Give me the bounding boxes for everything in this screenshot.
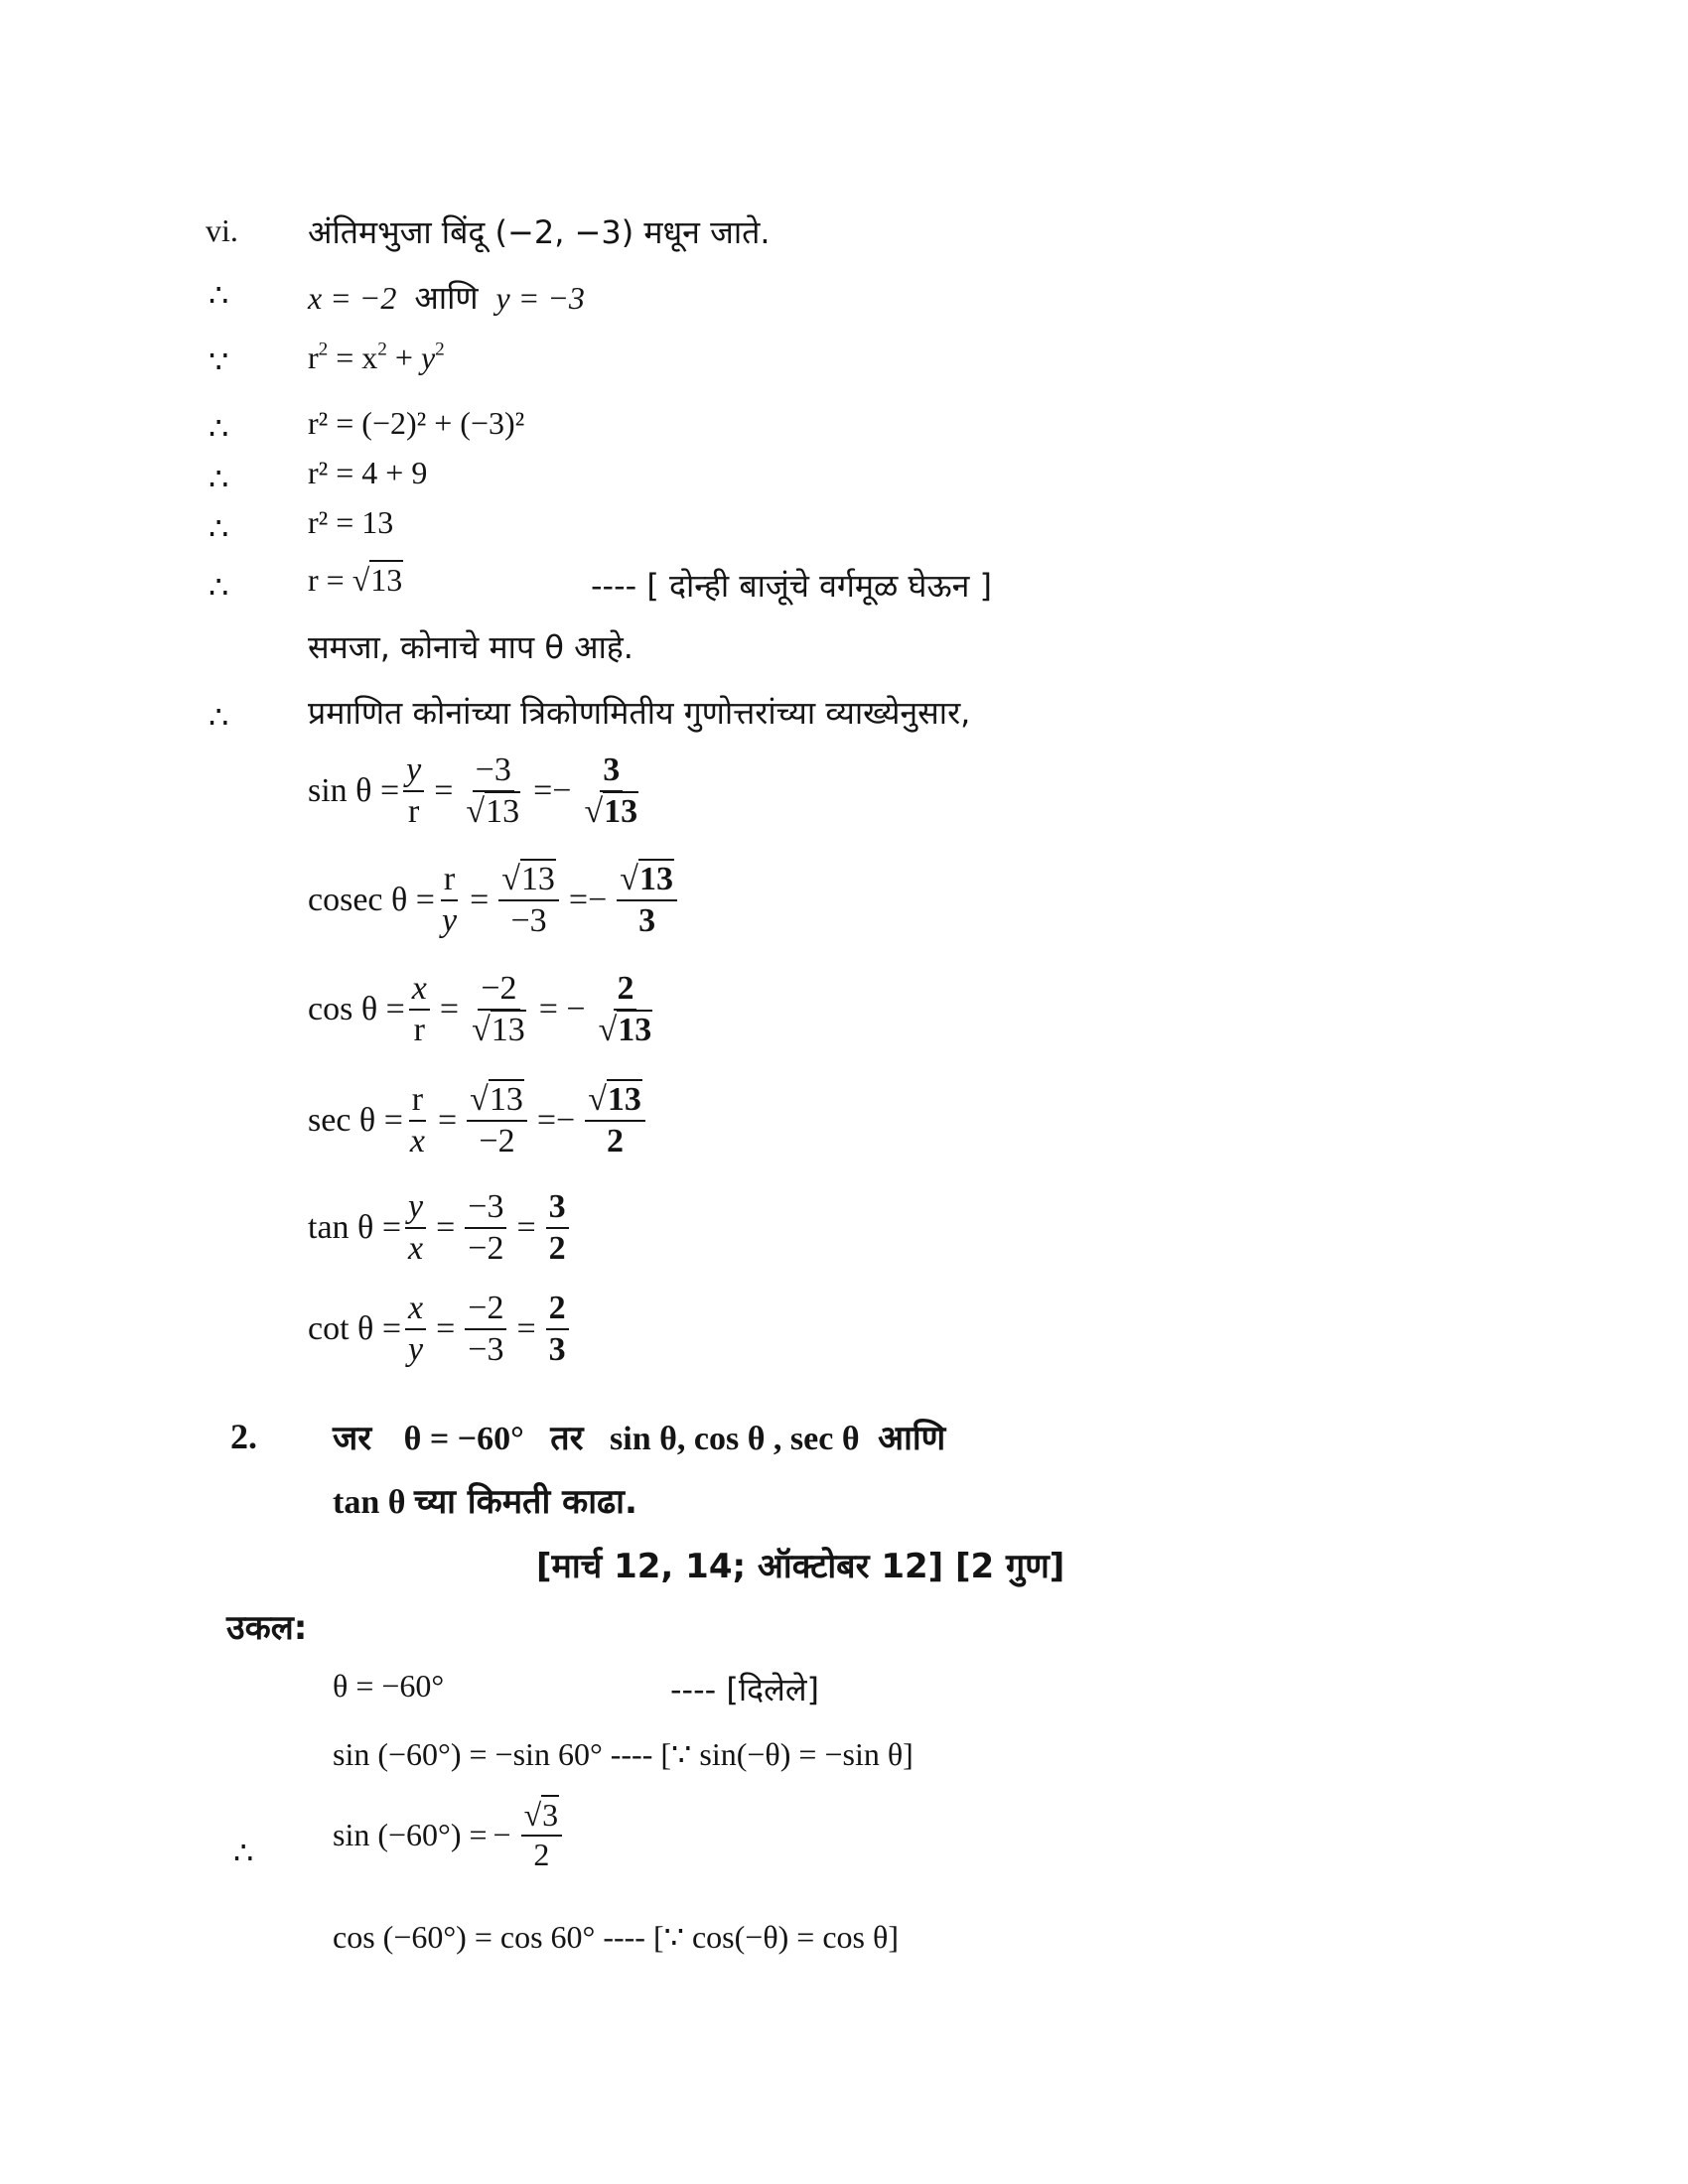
ratio-result-numerator: 13: [607, 1081, 641, 1118]
equals-sign: =: [470, 881, 490, 918]
ratio-step1-fraction: [403, 752, 424, 829]
ratio-step1-numerator: r: [411, 1081, 424, 1118]
ratio-result-numerator: 13: [638, 861, 673, 897]
ratio-step2-fraction: $\frac{-2}{√13}$: [472, 970, 525, 1048]
sin-result-line: [333, 1799, 566, 1871]
ratio-row: [308, 1082, 649, 1159]
ratio-sign: =−: [533, 771, 572, 809]
ratio-result-numerator: 3: [548, 1188, 566, 1225]
therefore-symbol: ∴: [209, 699, 229, 735]
cos-identity-line: cos (−60°) = cos 60° ---- [∵ cos(−θ) = cos θ]: [333, 1919, 899, 1955]
ratio-step1-denominator: r: [408, 792, 420, 830]
therefore-symbol: ∴: [233, 1835, 254, 1870]
ratio-step2-denominator: −3: [510, 901, 547, 939]
given-note: ---- [दिलेले]: [670, 1671, 820, 1708]
ratio-name: cot θ =: [308, 1309, 401, 1347]
q-tan: tan θ: [333, 1484, 406, 1521]
ratio-step2-numerator: 13: [520, 861, 555, 897]
sin-result-den: 2: [533, 1836, 550, 1872]
part-label: vi.: [206, 212, 238, 248]
step-root: r = √13: [308, 562, 403, 598]
step-substitute: r² = (−2)² + (−3)²: [308, 405, 525, 441]
ratio-result-denominator: 2: [607, 1122, 625, 1160]
therefore-symbol: ∴: [209, 569, 229, 605]
ratio-step1-denominator: y: [408, 1330, 424, 1368]
step-sum: r² = 4 + 9: [308, 455, 428, 490]
pythagoras-line: $r^2 = x^2 + y^2$: [308, 339, 445, 375]
coords-line: [308, 276, 585, 319]
therefore-symbol: ∴: [209, 410, 229, 446]
root-note: ---- [ दोन्ही बाजूंचे वर्गमूळ घेऊन ]: [591, 567, 992, 605]
ratio-step1-denominator: r: [413, 1011, 425, 1048]
ratio-step1-denominator: x: [408, 1229, 424, 1267]
ratio-step1-numerator: y: [408, 1188, 424, 1225]
ratio-row: [308, 862, 681, 938]
sin-result-num: 3: [542, 1797, 559, 1833]
ratio-step2-numerator: 13: [489, 1081, 523, 1118]
pythag-r: r: [308, 340, 319, 375]
equals-sign: =: [434, 771, 454, 809]
therefore-symbol: ∴: [209, 277, 229, 313]
ratio-name: sin θ =: [308, 771, 400, 809]
ratio-step1-denominator: y: [441, 901, 458, 939]
ratio-name: cosec θ =: [308, 881, 435, 918]
q-find: च्या किमती काढा.: [413, 1482, 637, 1522]
ratio-row: [308, 752, 645, 829]
ratio-sign: =: [516, 1208, 536, 1246]
ratio-row: [308, 1189, 573, 1266]
ratio-result-fraction: [546, 1291, 569, 1367]
ratio-step2-fraction: $\frac{√13}{-3}$: [498, 862, 559, 938]
part-intro: अंतिमभुजा बिंदू (−2, −3) मधून जाते.: [308, 213, 771, 251]
equals-sign: =: [436, 1208, 456, 1246]
ratio-step2-fraction: [465, 1291, 506, 1367]
ratio-result-fraction: $\frac{√13}{3}$: [617, 862, 677, 938]
ratio-step2-numerator: −3: [475, 751, 511, 788]
ratio-step1-numerator: y: [406, 751, 422, 788]
ratio-result-denominator: 3: [638, 901, 656, 939]
given-theta: θ = −60°: [333, 1668, 445, 1704]
ratio-result-denominator: 13: [618, 1011, 652, 1048]
ratio-result-denominator: 13: [604, 792, 638, 830]
ratio-step1-numerator: x: [411, 970, 427, 1007]
ratio-step1-fraction: [405, 1291, 426, 1367]
ratio-name: sec θ =: [308, 1101, 403, 1139]
ratio-step2-numerator: −2: [468, 1290, 504, 1326]
sin-identity-line: sin (−60°) = −sin 60° ---- [∵ sin(−θ) = −sin θ]: [333, 1736, 914, 1772]
question-reference: [मार्च 12, 14; ऑक्टोबर 12] [2 गुण]: [536, 1547, 1065, 1586]
ratio-step2-denominator: 13: [486, 792, 520, 830]
coord-x: x = −2: [308, 280, 397, 316]
ratio-step2-fraction: $\frac{√13}{-2}$: [467, 1082, 527, 1159]
ratio-step2-numerator: −2: [481, 970, 517, 1007]
ratio-step1-numerator: r: [443, 861, 456, 897]
therefore-symbol: ∴: [209, 461, 229, 496]
definition-line: प्रमाणित कोनांच्या त्रिकोणमितीय गुणोत्तरांच्या व्याख्येनुसार,: [308, 694, 971, 732]
ratio-result-denominator: 3: [548, 1330, 566, 1368]
ratio-step1-fraction: [405, 1189, 426, 1266]
coord-y: y = −3: [495, 280, 585, 316]
ratio-result-numerator: 2: [548, 1290, 566, 1326]
question-line-2: [333, 1477, 637, 1523]
q-and: आणि: [878, 1419, 946, 1458]
ratio-step2-numerator: −3: [468, 1188, 504, 1225]
question-number: 2.: [230, 1417, 257, 1456]
ratio-row: [308, 1291, 573, 1367]
ratio-sign: =: [516, 1309, 536, 1347]
equals-sign: =: [439, 990, 460, 1027]
root-lhs: r =: [308, 562, 345, 598]
ratio-result-fraction: $\frac{√13}{2}$: [585, 1082, 645, 1159]
ratio-result-fraction: [546, 1189, 569, 1266]
ratio-step2-denominator: 13: [491, 1011, 525, 1048]
root-radicand: 13: [370, 562, 403, 598]
sin-result-lhs: sin (−60°) =: [333, 1817, 488, 1853]
pythag-rhs: = x: [336, 340, 378, 375]
ratio-result-denominator: 2: [548, 1229, 566, 1267]
ratio-sign: =−: [568, 881, 608, 918]
q-if: जर: [333, 1419, 372, 1458]
question-line-1: [333, 1414, 945, 1459]
ratio-step1-denominator: x: [409, 1122, 425, 1160]
equals-sign: =: [436, 1309, 456, 1347]
ratio-sign: = −: [538, 990, 586, 1027]
ratio-name: cos θ =: [308, 990, 405, 1027]
ratio-step2-denominator: −3: [468, 1330, 504, 1368]
ratio-step1-fraction: [409, 971, 430, 1047]
ratio-step1-numerator: x: [408, 1290, 424, 1326]
ratio-result-numerator: 3: [603, 751, 621, 788]
sin-result-fraction: $\frac{√3}{2}$: [521, 1799, 563, 1871]
solution-heading: उकल:: [226, 1608, 308, 1648]
therefore-symbol: ∴: [209, 510, 229, 546]
sin-result-sign: −: [492, 1817, 511, 1853]
ratio-step2-fraction: $\frac{-3}{√13}$: [466, 751, 520, 830]
ratio-step2-denominator: −2: [468, 1229, 504, 1267]
ratio-result-fraction: $\frac{2}{√13}$: [598, 970, 652, 1048]
ratio-step2-fraction: [465, 1189, 506, 1266]
ratio-step2-denominator: −2: [479, 1122, 515, 1160]
ratio-sign: =−: [536, 1101, 576, 1139]
ratio-result-numerator: 2: [617, 970, 634, 1007]
q-theta: θ = −60°: [403, 1421, 524, 1457]
ratio-step1-fraction: [407, 1082, 428, 1159]
ratio-step1-fraction: [439, 862, 460, 938]
ratio-result-fraction: $\frac{3}{√13}$: [584, 751, 638, 830]
ratio-row: [308, 971, 659, 1047]
suppose-line: समजा, कोनाचे माप θ आहे.: [308, 628, 633, 666]
because-symbol: ∵: [209, 343, 229, 379]
step-result: r² = 13: [308, 504, 394, 540]
coord-and: आणि: [414, 279, 479, 317]
q-functions: sin θ, cos θ , sec θ: [610, 1421, 860, 1457]
equals-sign: =: [437, 1101, 458, 1139]
q-then: तर: [550, 1419, 584, 1458]
ratio-name: tan θ =: [308, 1208, 401, 1246]
